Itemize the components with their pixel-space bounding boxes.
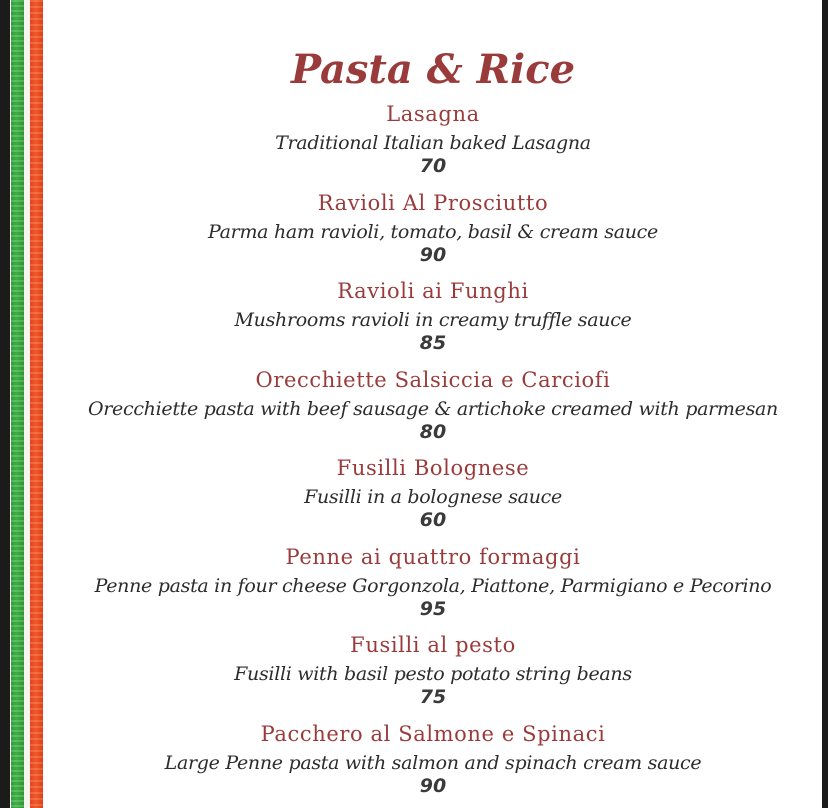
menu-item-name: Lasagna [386, 102, 480, 126]
menu-item [44, 631, 822, 720]
menu-item-price: 70 [419, 155, 447, 177]
menu-item-description: Large Penne pasta with salmon and spinach cream sauce [164, 751, 702, 774]
menu-item-description: Fusilli with basil pesto potato string beans [234, 663, 632, 685]
menu-item-description: Orecchiette pasta with beef sausage & artichoke creamed with parmesan [87, 397, 778, 420]
menu-item [44, 366, 822, 455]
menu-item [44, 189, 822, 278]
menu-item-price: 90 [419, 243, 447, 266]
menu-item-price: 75 [419, 686, 447, 708]
menu-item-name: Orecchiette Salsiccia e Carciofi [255, 367, 611, 392]
menu-item-description: Traditional Italian baked Lasagna [275, 132, 591, 154]
menu-item-name: Fusilli al pesto [350, 633, 516, 657]
menu-item-description: Parma ham ravioli, tomato, basil & cream sauce [208, 220, 658, 243]
menu-item [44, 720, 822, 808]
menu-item-name: Ravioli Al Prosciutto [317, 190, 549, 215]
menu-item [44, 454, 822, 543]
menu-item-price: 60 [419, 509, 447, 531]
right-frame-border [822, 0, 828, 808]
flag-stripe-green [11, 0, 24, 808]
menu-item-name: Pacchero al Salmone e Spinaci [260, 721, 606, 746]
menu-item-name: Ravioli ai Funghi [337, 279, 529, 303]
flag-stripe-red [30, 0, 43, 808]
menu-item-price: 95 [419, 597, 447, 620]
menu-item-description: Penne pasta in four cheese Gorgonzola, Piattone, Parmigiano e Pecorino [94, 574, 772, 597]
menu-item-name: Fusilli Bolognese [336, 456, 530, 480]
menu-item [44, 277, 822, 366]
menu-item [44, 100, 822, 189]
menu-item [44, 543, 822, 632]
section-title: Pasta & Rice [290, 46, 576, 93]
menu-item-name: Penne ai quattro formaggi [285, 544, 581, 569]
menu-item-price: 80 [419, 420, 447, 443]
menu-items-list [44, 100, 822, 808]
left-frame-border [0, 0, 10, 808]
menu-item-description: Mushrooms ravioli in creamy truffle sauce [234, 309, 632, 331]
menu-item-price: 85 [419, 332, 447, 354]
menu-item-description: Fusilli in a bolognese sauce [304, 486, 562, 508]
menu-item-price: 90 [419, 774, 447, 797]
